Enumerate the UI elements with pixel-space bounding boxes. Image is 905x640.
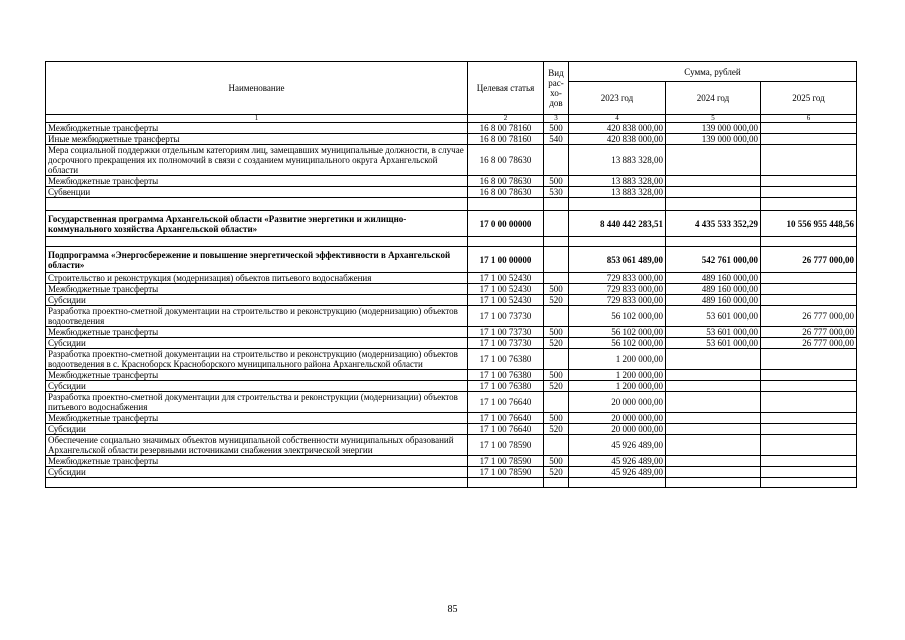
page-number: 85	[447, 604, 458, 615]
cell-target	[468, 478, 544, 488]
cell-vid	[544, 211, 569, 237]
cell-name	[46, 198, 468, 211]
table-row	[46, 327, 857, 338]
cell-sum-2023: 420 838 000,00	[569, 134, 666, 145]
cell-sum-2025	[761, 145, 857, 176]
cell-name: Субсидии	[46, 381, 468, 392]
cell-name: Иные межбюджетные трансферты	[46, 134, 468, 145]
cell-sum-2023: 20 000 000,00	[569, 424, 666, 435]
cell-sum-2023: 20 000 000,00	[569, 413, 666, 424]
cell-sum-2025	[761, 478, 857, 488]
cell-sum-2023: 8 440 442 283,51	[569, 211, 666, 237]
table-row	[46, 467, 857, 478]
program-row	[46, 211, 857, 237]
cell-vid	[544, 349, 569, 370]
cell-vid	[544, 198, 569, 211]
cell-sum-2023	[569, 478, 666, 488]
header-vid: Вид рас-хо-дов	[544, 62, 569, 115]
cell-name: Субсидии	[46, 467, 468, 478]
cell-name: Межбюджетные трансферты	[46, 327, 468, 338]
cell-sum-2024: 542 761 000,00	[666, 247, 761, 273]
table-row	[46, 424, 857, 435]
cell-name	[46, 237, 468, 247]
cell-target: 16 8 00 78630	[468, 145, 544, 176]
header-year-2025: 2025 год	[761, 82, 857, 115]
cell-vid: 500	[544, 456, 569, 467]
cell-vid	[544, 392, 569, 413]
cell-sum-2024: 4 435 533 352,29	[666, 211, 761, 237]
column-number: 6	[761, 115, 857, 123]
column-number: 2	[468, 115, 544, 123]
cell-sum-2024	[666, 145, 761, 176]
cell-name: Субвенции	[46, 187, 468, 198]
cell-sum-2024	[666, 392, 761, 413]
cell-sum-2023: 56 102 000,00	[569, 306, 666, 327]
header-sum: Сумма, рублей	[569, 62, 857, 82]
cell-sum-2024: 489 160 000,00	[666, 295, 761, 306]
cell-vid	[544, 306, 569, 327]
table-row	[46, 145, 857, 176]
table-row	[46, 392, 857, 413]
cell-sum-2023: 13 883 328,00	[569, 176, 666, 187]
cell-sum-2023: 1 200 000,00	[569, 349, 666, 370]
cell-sum-2023: 729 833 000,00	[569, 284, 666, 295]
cell-name: Межбюджетные трансферты	[46, 176, 468, 187]
cell-name: Обеспечение социально значимых объектов муниципальной собственности муниципальных образований Архангельской области резервными источниками снабжения электрической энергии	[46, 435, 468, 456]
cell-sum-2025: 26 777 000,00	[761, 327, 857, 338]
cell-sum-2023: 13 883 328,00	[569, 145, 666, 176]
cell-vid: 540	[544, 134, 569, 145]
header-year-2024: 2024 год	[666, 82, 761, 115]
cell-target: 16 8 00 78630	[468, 187, 544, 198]
column-number: 3	[544, 115, 569, 123]
table-row	[46, 413, 857, 424]
table-row	[46, 338, 857, 349]
cell-vid: 500	[544, 284, 569, 295]
cell-target: 17 0 00 00000	[468, 211, 544, 237]
cell-target: 17 1 00 73730	[468, 338, 544, 349]
cell-vid: 520	[544, 381, 569, 392]
cell-sum-2025	[761, 134, 857, 145]
cell-name: Субсидии	[46, 424, 468, 435]
cell-name: Мера социальной поддержки отдельным категориям лиц, замещавших муниципальные должности, в случае досрочного прекращения их полномочий в связи с созданием муниципального округа Архангельской области	[46, 145, 468, 176]
cell-sum-2025	[761, 237, 857, 247]
cell-name: Субсидии	[46, 338, 468, 349]
cell-sum-2024	[666, 435, 761, 456]
cell-vid: 520	[544, 295, 569, 306]
cell-sum-2025	[761, 273, 857, 284]
cell-sum-2023: 853 061 489,00	[569, 247, 666, 273]
cell-target: 17 1 00 78590	[468, 456, 544, 467]
cell-sum-2023	[569, 198, 666, 211]
cell-name: Межбюджетные трансферты	[46, 456, 468, 467]
cell-target: 16 8 00 78160	[468, 134, 544, 145]
header-year-2023: 2023 год	[569, 82, 666, 115]
cell-vid	[544, 478, 569, 488]
cell-name: Межбюджетные трансферты	[46, 123, 468, 134]
cell-sum-2023: 1 200 000,00	[569, 370, 666, 381]
cell-sum-2025: 26 777 000,00	[761, 306, 857, 327]
cell-vid: 500	[544, 370, 569, 381]
table-row	[46, 284, 857, 295]
spacer-row	[46, 478, 857, 488]
table-row	[46, 435, 857, 456]
cell-sum-2024	[666, 370, 761, 381]
cell-name: Подпрограмма «Энергосбережение и повышение энергетической эффективности в Архангельской области»	[46, 247, 468, 273]
cell-name: Разработка проектно-сметной документации для строительства и реконструкции (модернизации) объектов питьевого водоснабжения	[46, 392, 468, 413]
cell-sum-2025	[761, 424, 857, 435]
cell-sum-2025	[761, 435, 857, 456]
cell-vid: 530	[544, 187, 569, 198]
cell-sum-2024: 53 601 000,00	[666, 327, 761, 338]
table-row	[46, 295, 857, 306]
cell-sum-2025	[761, 392, 857, 413]
cell-sum-2025	[761, 176, 857, 187]
cell-sum-2025	[761, 123, 857, 134]
cell-sum-2023: 45 926 489,00	[569, 435, 666, 456]
cell-name	[46, 478, 468, 488]
cell-target: 17 1 00 76640	[468, 424, 544, 435]
cell-name: Межбюджетные трансферты	[46, 413, 468, 424]
cell-target: 17 1 00 76640	[468, 392, 544, 413]
cell-target	[468, 198, 544, 211]
cell-target: 17 1 00 78590	[468, 467, 544, 478]
cell-name: Разработка проектно-сметной документации на строительство и реконструкцию (модернизацию) объектов водоотведения в с. Красноборск Красноборского муниципального района Архангельской области	[46, 349, 468, 370]
cell-sum-2023: 1 200 000,00	[569, 381, 666, 392]
spacer-row	[46, 198, 857, 211]
cell-target: 17 1 00 76380	[468, 349, 544, 370]
cell-name: Межбюджетные трансферты	[46, 284, 468, 295]
cell-target: 17 1 00 52430	[468, 284, 544, 295]
cell-sum-2024	[666, 424, 761, 435]
cell-vid	[544, 237, 569, 247]
cell-sum-2024	[666, 187, 761, 198]
cell-sum-2025	[761, 198, 857, 211]
cell-sum-2023: 13 883 328,00	[569, 187, 666, 198]
cell-name: Разработка проектно-сметной документации на строительство и реконструкцию (модернизацию) объектов водоотведения	[46, 306, 468, 327]
cell-sum-2025	[761, 187, 857, 198]
cell-sum-2023: 56 102 000,00	[569, 327, 666, 338]
table-row	[46, 306, 857, 327]
table-row	[46, 176, 857, 187]
header-target: Целевая статья	[468, 62, 544, 115]
cell-target: 16 8 00 78160	[468, 123, 544, 134]
cell-sum-2024: 53 601 000,00	[666, 306, 761, 327]
cell-sum-2024	[666, 381, 761, 392]
column-number: 4	[569, 115, 666, 123]
cell-sum-2023: 420 838 000,00	[569, 123, 666, 134]
cell-vid: 500	[544, 327, 569, 338]
cell-vid: 500	[544, 413, 569, 424]
column-number: 1	[46, 115, 468, 123]
cell-target: 16 8 00 78630	[468, 176, 544, 187]
table-row	[46, 349, 857, 370]
cell-sum-2025	[761, 381, 857, 392]
cell-sum-2023: 45 926 489,00	[569, 456, 666, 467]
cell-sum-2024	[666, 176, 761, 187]
cell-sum-2025	[761, 349, 857, 370]
cell-sum-2025	[761, 295, 857, 306]
table-row	[46, 370, 857, 381]
table-body	[46, 123, 857, 488]
cell-sum-2024: 139 000 000,00	[666, 134, 761, 145]
cell-target: 17 1 00 73730	[468, 306, 544, 327]
cell-target: 17 1 00 76380	[468, 370, 544, 381]
cell-vid: 500	[544, 176, 569, 187]
cell-vid	[544, 145, 569, 176]
cell-sum-2024	[666, 237, 761, 247]
cell-vid	[544, 247, 569, 273]
cell-sum-2023: 45 926 489,00	[569, 467, 666, 478]
cell-sum-2025: 26 777 000,00	[761, 247, 857, 273]
table-row	[46, 456, 857, 467]
cell-target: 17 1 00 76640	[468, 413, 544, 424]
cell-sum-2025	[761, 413, 857, 424]
cell-vid: 500	[544, 123, 569, 134]
cell-sum-2024	[666, 198, 761, 211]
table-row	[46, 187, 857, 198]
header-row-1	[46, 62, 857, 82]
cell-vid: 520	[544, 467, 569, 478]
cell-sum-2024: 53 601 000,00	[666, 338, 761, 349]
cell-sum-2024: 139 000 000,00	[666, 123, 761, 134]
cell-sum-2023	[569, 237, 666, 247]
cell-name: Межбюджетные трансферты	[46, 370, 468, 381]
cell-sum-2023: 56 102 000,00	[569, 338, 666, 349]
cell-vid	[544, 435, 569, 456]
cell-name: Субсидии	[46, 295, 468, 306]
cell-sum-2025: 10 556 955 448,56	[761, 211, 857, 237]
cell-sum-2025	[761, 284, 857, 295]
cell-vid: 520	[544, 424, 569, 435]
cell-sum-2024	[666, 478, 761, 488]
cell-sum-2023: 20 000 000,00	[569, 392, 666, 413]
budget-table	[45, 61, 857, 488]
cell-vid	[544, 273, 569, 284]
cell-sum-2025: 26 777 000,00	[761, 338, 857, 349]
header-name: Наименование	[46, 62, 468, 115]
cell-sum-2025	[761, 467, 857, 478]
cell-target: 17 1 00 73730	[468, 327, 544, 338]
table-row	[46, 123, 857, 134]
cell-target: 17 1 00 52430	[468, 273, 544, 284]
cell-target: 17 1 00 52430	[468, 295, 544, 306]
cell-target: 17 1 00 00000	[468, 247, 544, 273]
cell-sum-2024: 489 160 000,00	[666, 273, 761, 284]
cell-sum-2024	[666, 349, 761, 370]
cell-sum-2024	[666, 413, 761, 424]
cell-name: Строительство и реконструкция (модернизация) объектов питьевого водоснабжения	[46, 273, 468, 284]
table-header	[46, 62, 857, 123]
cell-sum-2024: 489 160 000,00	[666, 284, 761, 295]
cell-vid: 520	[544, 338, 569, 349]
cell-sum-2024	[666, 467, 761, 478]
cell-target	[468, 237, 544, 247]
cell-target: 17 1 00 76380	[468, 381, 544, 392]
table-row	[46, 381, 857, 392]
cell-sum-2024	[666, 456, 761, 467]
cell-sum-2025	[761, 456, 857, 467]
cell-sum-2025	[761, 370, 857, 381]
table-row	[46, 273, 857, 284]
program-row	[46, 247, 857, 273]
cell-name: Государственная программа Архангельской области «Развитие энергетики и жилищно-коммунального хозяйства Архангельской области»	[46, 211, 468, 237]
column-number: 5	[666, 115, 761, 123]
spacer-row	[46, 237, 857, 247]
table-row	[46, 134, 857, 145]
column-numbers-row	[46, 115, 857, 123]
cell-sum-2023: 729 833 000,00	[569, 273, 666, 284]
cell-sum-2023: 729 833 000,00	[569, 295, 666, 306]
cell-target: 17 1 00 78590	[468, 435, 544, 456]
